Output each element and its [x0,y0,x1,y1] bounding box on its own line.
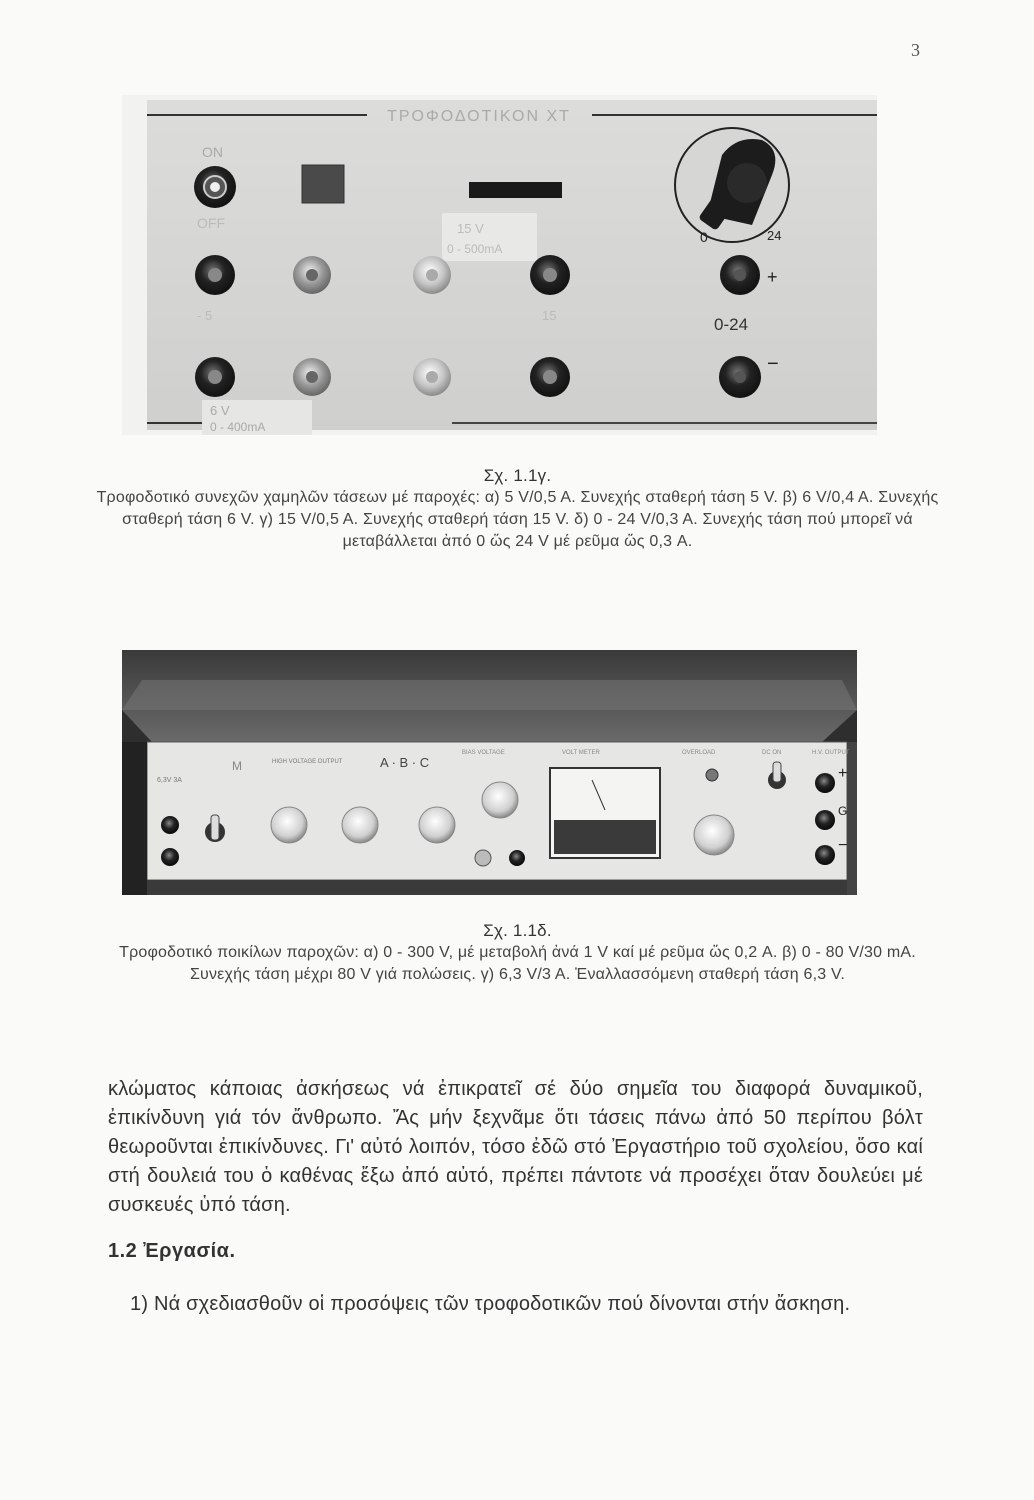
power-supply-photo-2 [122,650,857,895]
label-dc-on: DC ON [762,750,782,756]
power-supply-photo-1 [122,95,877,435]
display-slot [469,182,562,198]
range-label-0-24: 0-24 [714,315,749,334]
power-toggle-switch [194,166,236,208]
figure2-caption-text: Τροφοδοτικό ποικίλων παροχῶν: α) 0 - 300 V, μέ μεταβολή ἀνά 1 V καί μέ ρεῦμα ὥς 0,2 A. β) 0 - 80 V/30 mA. Συνεχής τάση μέχρι 80 V γιά πολώσεις. γ) 6,3 V/3 A. Ἐναλλασσόμενη σταθερή τάση 6,3 V. [119,944,916,983]
dial-min-label: 0 [700,229,708,245]
output-g-label: G [838,804,848,818]
knob-bias [482,782,518,818]
label-output: H.V. OUTPUT [812,750,850,756]
figure1-caption-label: Σχ. 1.1γ. [483,466,552,485]
logo-mark: M [232,759,242,773]
svg-text:6 V: 6 V [210,403,230,418]
volt-meter [550,768,660,858]
svg-text:15 V: 15 V [457,221,484,236]
indicator-lamp [302,165,344,203]
minus-label: − [767,353,779,375]
task-item-1: 1) Νά σχεδιασθοῦν οἱ προσόψεις τῶν τροφοδοτικῶν πού δίνονται στήν ἄσκηση. [130,1293,851,1315]
plus-label: + [767,267,778,287]
jack-output-g [815,810,835,830]
jack-bias-plus [475,850,491,866]
label-bias: BIAS VOLTAGE [462,750,505,756]
output-minus-label: − [838,837,848,854]
label-hv: HIGH VOLTAGE OUTPUT [272,759,343,765]
svg-text:0 - 500mA: 0 - 500mA [447,242,503,256]
figure2-caption-label: Σχ. 1.1δ. [483,921,552,940]
figure2-caption [90,920,945,986]
output-plus-label: + [838,765,848,782]
label-6v: 6,3V 3A [157,777,182,784]
jack-output-plus [815,773,835,793]
label-overload: OVERLOAD [682,750,716,756]
sticker-6v [202,400,312,435]
jack-6v-a [161,816,179,834]
knob-c [419,807,455,843]
dial-max-label: 24 [767,228,782,243]
figure1-caption-text: Τροφοδοτικό συνεχῶν χαμηλῶν τάσεων μέ παροχές: α) 5 V/0,5 A. Συνεχής σταθερή τάση 5 V. β) 6 V/0,4 A. Συνεχής σταθερή τάση 6 V. γ) 15 V/0,5 A. Συνεχής σταθερή τάση 15 V. δ) 0 - 24 V/0,3 A. Συνεχής τάση πού μπορεῖ νά μεταβάλλεται ἀπό 0 ὥς 24 V μέ ρεῦμα ὥς 0,3 A. [96,489,939,550]
label-abc: A · B · C [380,755,430,770]
voltage-dial [675,128,789,242]
page-number: 3 [911,40,920,60]
jack-6v-b [161,848,179,866]
off-label: OFF [197,215,225,231]
figure1-caption [90,465,945,553]
label-meter: VOLT METER [562,750,600,756]
knob-b [342,807,378,843]
panel-header-text: ΤΡΟΦΟΔΟΤΙΚΟΝ ΧΤ [387,108,571,125]
section-heading: 1.2 Ἐργασία. [108,1240,236,1262]
body-paragraph: κλώματος κάποιας ἀσκήσεως νά ἐπικρατεῖ σέ δύο σημεῖα του διαφορά δυναμικοῦ, ἐπικίνδυνη γιά τόν ἄνθρωπο. Ἄς μήν ξεχνᾶμε ὅτι τάσεις πάνω ἀπό 50 περίπου βόλτ θεωροῦνται ἐπικίνδυνες. Γι' αὐτό λοιπόν, τόσο ἐδῶ στό Ἐργαστήριο τοῦ σχολείου, ὅσο καί στή δουλειά του ὁ καθένας ἔξω ἀπό αὐτό, πρέπει πάντοτε νά προσέχει ὅταν δουλεύει μέ συσκευές ὑπό τάση. [108,1078,923,1216]
on-label: ON [202,144,223,160]
sticker-15v [442,213,537,261]
overload-lamp [706,769,718,781]
knob-voltage [694,815,734,855]
label-minus5: - 5 [197,308,213,323]
svg-text:0 - 400mA: 0 - 400mA [210,420,266,434]
jack-bias-minus [509,850,525,866]
jack-output-minus [815,845,835,865]
knob-a [271,807,307,843]
label-15: 15 [542,308,557,323]
